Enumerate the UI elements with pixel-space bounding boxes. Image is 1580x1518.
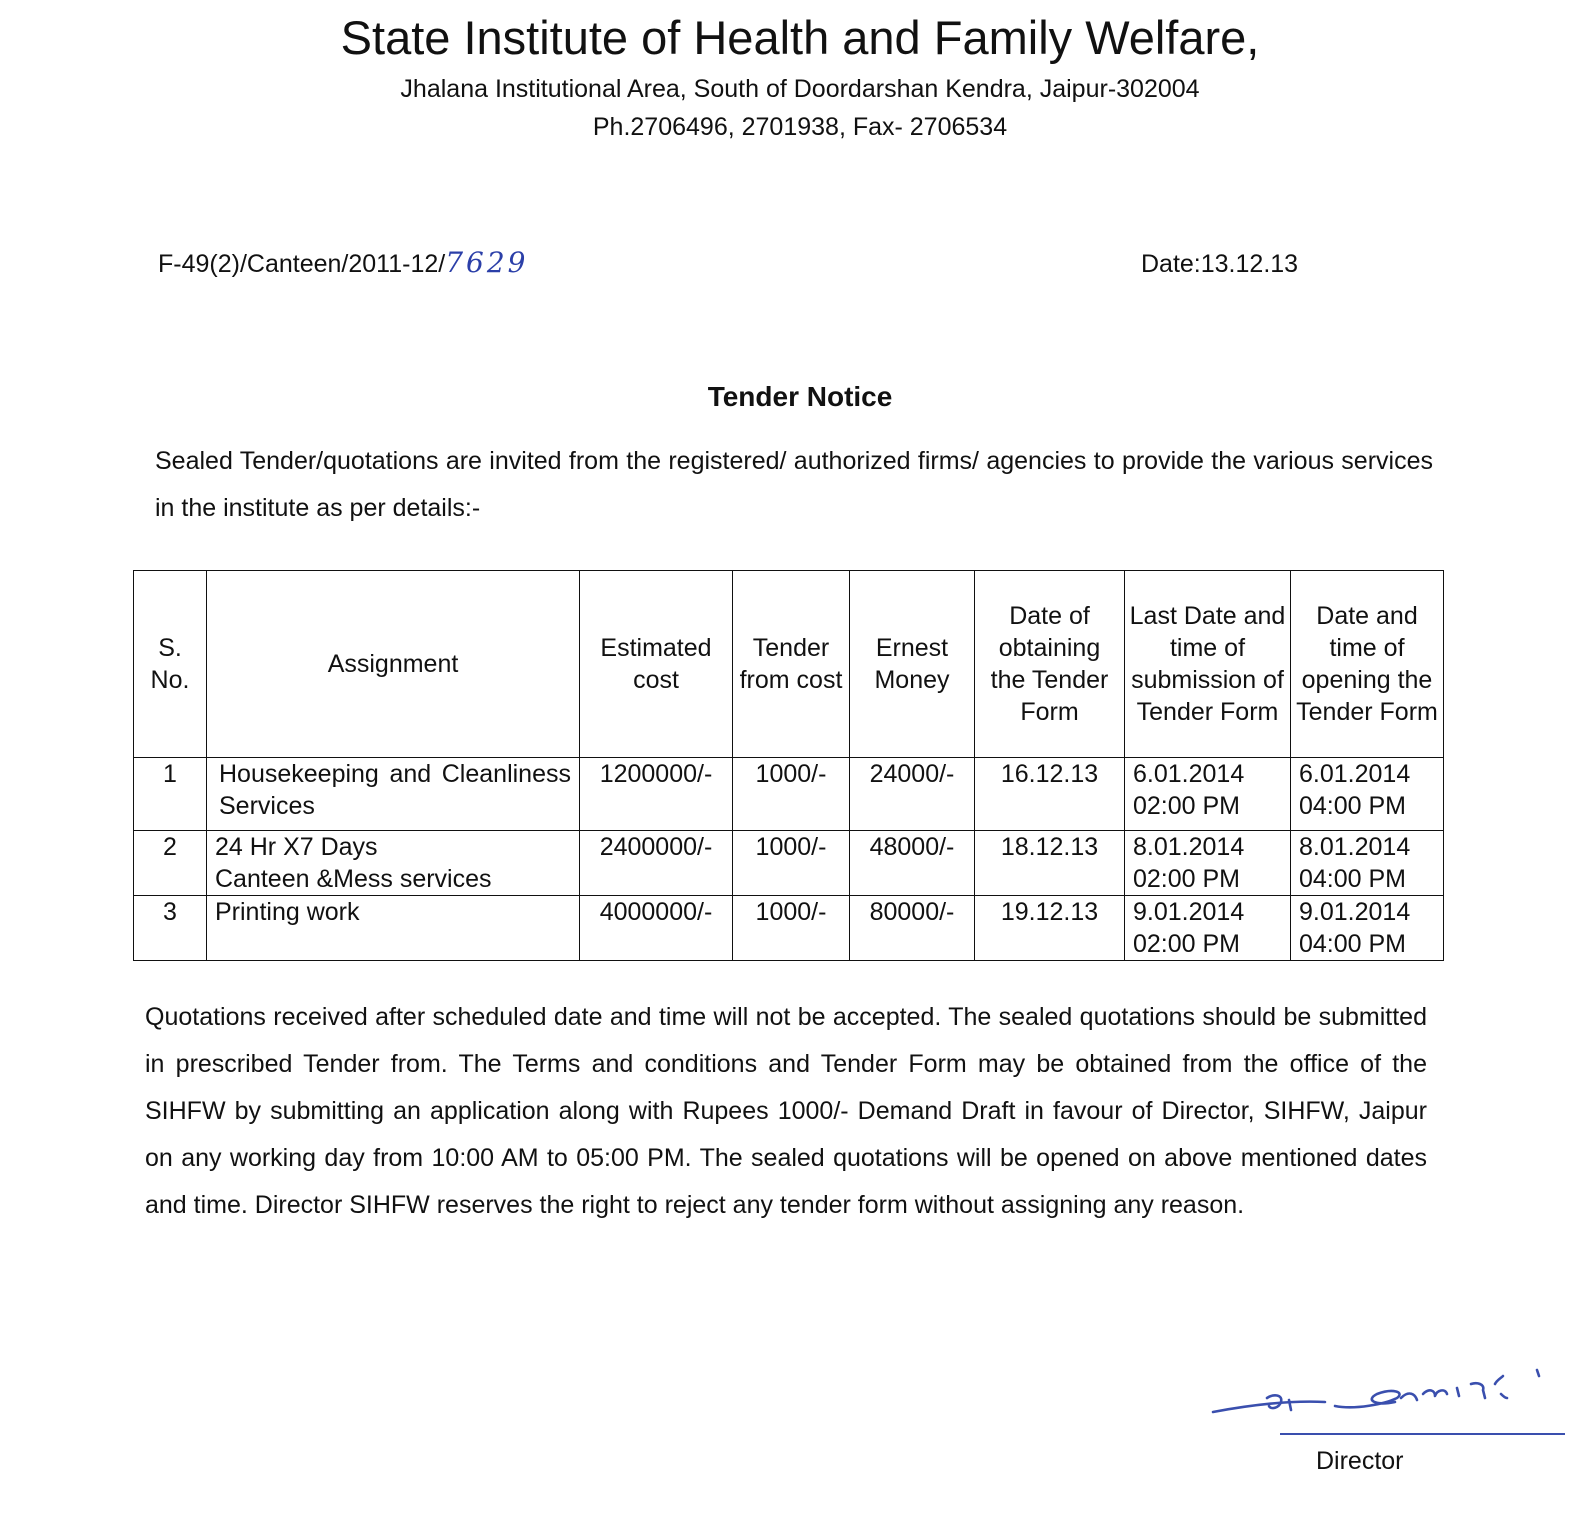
- table-header-row: [134, 571, 1444, 758]
- opening-time: 04:00 PM: [1299, 792, 1407, 820]
- opening-time: 04:00 PM: [1299, 930, 1407, 958]
- cell-obtain-date: 18.12.13: [975, 831, 1125, 896]
- assignment-line: Canteen &Mess services: [215, 865, 492, 893]
- org-name: State Institute of Health and Family Welfare,: [340, 11, 1260, 64]
- assignment-line: 24 Hr X7 Days: [215, 833, 378, 861]
- cell-ernest-money: 24000/-: [850, 758, 975, 831]
- closing-paragraph: Quotations received after scheduled date and time will not be accepted. The sealed quotations should be submitted in prescribed Tender from. The Terms and conditions and Tender Form may be obtained from the office of the SIHFW by submitting an application along with Rupees 1000/- Demand Draft in favour of Director, SIHFW, Jaipur on any working day from 10:00 AM to 05:00 PM. The sealed quotations will be opened on above mentioned dates and time. Director SIHFW reserves the right to reject any tender form without assigning any reason.: [145, 1003, 1427, 1219]
- opening-time: 04:00 PM: [1299, 865, 1407, 893]
- cell-form-cost: 1000/-: [733, 758, 850, 831]
- tender-table: [133, 570, 1444, 961]
- header-form-cost: Tender from cost: [733, 571, 850, 758]
- cell-estimated-cost: 2400000/-: [580, 831, 733, 896]
- signatory-title: Director: [1316, 1447, 1404, 1475]
- header-assignment: Assignment: [207, 571, 580, 758]
- submission-time: 02:00 PM: [1133, 930, 1241, 958]
- table-row: [134, 896, 1444, 961]
- cell-ernest-money: 48000/-: [850, 831, 975, 896]
- submission-date: 6.01.2014: [1133, 760, 1245, 788]
- cell-submission: [1125, 831, 1291, 896]
- handwritten-signature: [1205, 1354, 1555, 1424]
- intro-paragraph: Sealed Tender/quotations are invited from the registered/ authorized firms/ agencies to provide the various services in the institute as per details:-: [155, 447, 1433, 522]
- cell-sno: 1: [134, 758, 207, 831]
- header-sno: S. No.: [134, 571, 207, 758]
- submission-date: 8.01.2014: [1133, 833, 1245, 861]
- cell-opening: [1291, 758, 1444, 831]
- header-opening-date: Date and time of opening the Tender Form: [1291, 571, 1444, 758]
- submission-time: 02:00 PM: [1133, 865, 1241, 893]
- cell-opening: [1291, 831, 1444, 896]
- cell-opening: [1291, 896, 1444, 961]
- header-obtain-date: Date of obtaining the Tender Form: [975, 571, 1125, 758]
- cell-obtain-date: 19.12.13: [975, 896, 1125, 961]
- submission-time: 02:00 PM: [1133, 792, 1241, 820]
- cell-form-cost: 1000/-: [733, 896, 850, 961]
- cell-obtain-date: 16.12.13: [975, 758, 1125, 831]
- reference-prefix: F-49(2)/Canteen/2011-12/: [158, 250, 446, 278]
- cell-ernest-money: 80000/-: [850, 896, 975, 961]
- cell-estimated-cost: 1200000/-: [580, 758, 733, 831]
- notice-title: Tender Notice: [707, 381, 893, 412]
- phone-fax: Ph.2706496, 2701938, Fax- 2706534: [592, 113, 1008, 141]
- notice-date: Date:13.12.13: [1141, 250, 1299, 278]
- cell-submission: [1125, 758, 1291, 831]
- cell-assignment: Printing work: [207, 896, 580, 961]
- header-ernest-money: Ernest Money: [850, 571, 975, 758]
- reference-number: [158, 247, 528, 280]
- cell-estimated-cost: 4000000/-: [580, 896, 733, 961]
- signature-line: [1280, 1433, 1565, 1435]
- opening-date: 9.01.2014: [1299, 898, 1411, 926]
- opening-date: 6.01.2014: [1299, 760, 1411, 788]
- opening-date: 8.01.2014: [1299, 833, 1411, 861]
- table-row: [134, 831, 1444, 896]
- header-submission-date: Last Date and time of submission of Tender Form: [1125, 571, 1291, 758]
- cell-form-cost: 1000/-: [733, 831, 850, 896]
- cell-sno: 2: [134, 831, 207, 896]
- cell-sno: 3: [134, 896, 207, 961]
- handwritten-number: 7629: [445, 246, 529, 279]
- table-row: [134, 758, 1444, 831]
- submission-date: 9.01.2014: [1133, 898, 1245, 926]
- cell-assignment: Housekeeping and Cleanliness Services: [207, 758, 580, 831]
- header-estimated-cost: Estimated cost: [580, 571, 733, 758]
- cell-assignment: [207, 831, 580, 896]
- address: Jhalana Institutional Area, South of Doordarshan Kendra, Jaipur-302004: [400, 75, 1200, 103]
- cell-submission: [1125, 896, 1291, 961]
